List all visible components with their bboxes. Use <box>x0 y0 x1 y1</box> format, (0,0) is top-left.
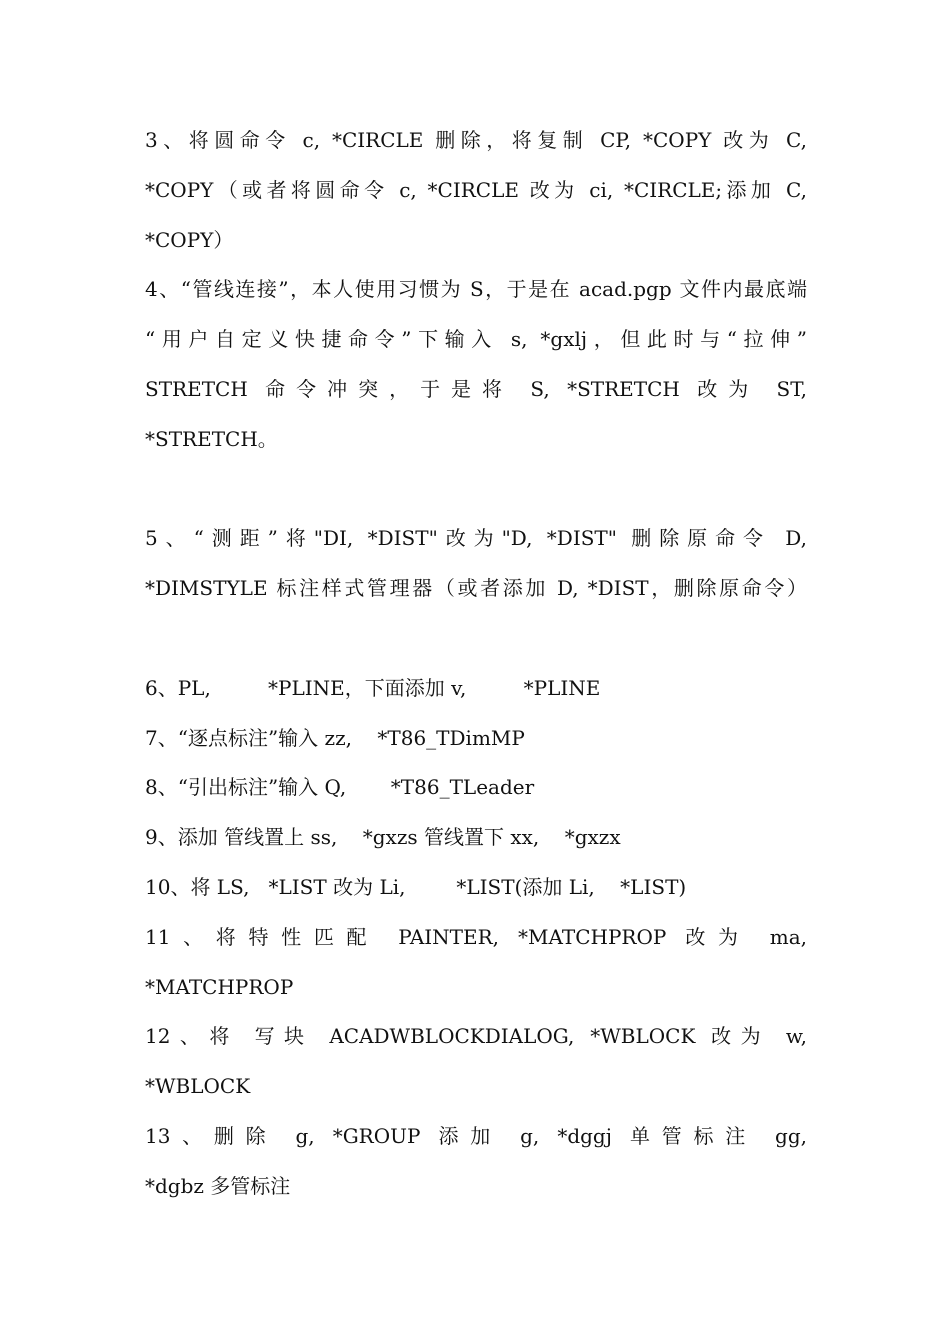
blank-line <box>145 614 807 664</box>
text-line-3: *COPY） <box>145 227 234 252</box>
text-line-12: 6、PL, *PLINE，下面添加 v, *PLINE <box>145 675 601 700</box>
text-line-16: 10、将 LS, *LIST 改为 Li, *LIST(添加 Li, *LIST) <box>145 874 687 899</box>
text-line-9: 5、“测距”将"DI, *DIST"改为"D, *DIST" 删除原命令 D, <box>145 526 807 551</box>
text-line-19: 12、将 写块 ACADWBLOCKDIALOG, *WBLOCK 改为 w, <box>145 1024 807 1049</box>
text-line-21: 13、删除 g, *GROUP 添加 g, *dggj 单管标注 gg, <box>145 1123 807 1148</box>
text-line-14: 8、“引出标注”输入 Q, *T86_TLeader <box>145 775 535 800</box>
text-line-20: *WBLOCK <box>145 1074 251 1099</box>
text-line-17: 11、将特性匹配 PAINTER, *MATCHPROP 改为 ma, <box>145 924 807 949</box>
text-line-2: *COPY（或者将圆命令 c, *CIRCLE 改为 ci, *CIRCLE;添加 C, <box>145 177 807 202</box>
text-line-7: *STRETCH。 <box>145 426 278 451</box>
text-line-4: 4、“管线连接”，本人使用习惯为 S，于是在 acad.pgp 文件内最底端 <box>145 277 807 302</box>
document-body <box>145 116 807 1212</box>
text-line-22: *dgbz 多管标注 <box>145 1173 291 1198</box>
text-line-15: 9、添加 管线置上 ss, *gxzs 管线置下 xx, *gxzx <box>145 825 621 850</box>
text-line-1: 3、将圆命令 c, *CIRCLE 删除，将复制 CP, *COPY 改为 C, <box>145 128 807 152</box>
text-line-5: “用户自定义快捷命令”下输入 s, *gxlj，但此时与“拉伸” <box>145 327 807 352</box>
text-line-18: *MATCHPROP <box>145 974 294 999</box>
text-line-6: STRETCH 命令冲突，于是将 S, *STRETCH 改为 ST, <box>145 376 807 401</box>
text-line-10: *DIMSTYLE 标注样式管理器（或者添加 D, *DIST，删除原命令） <box>145 576 807 601</box>
blank-line <box>145 465 807 515</box>
text-line-13: 7、“逐点标注”输入 zz, *T86_TDimMP <box>145 725 525 750</box>
